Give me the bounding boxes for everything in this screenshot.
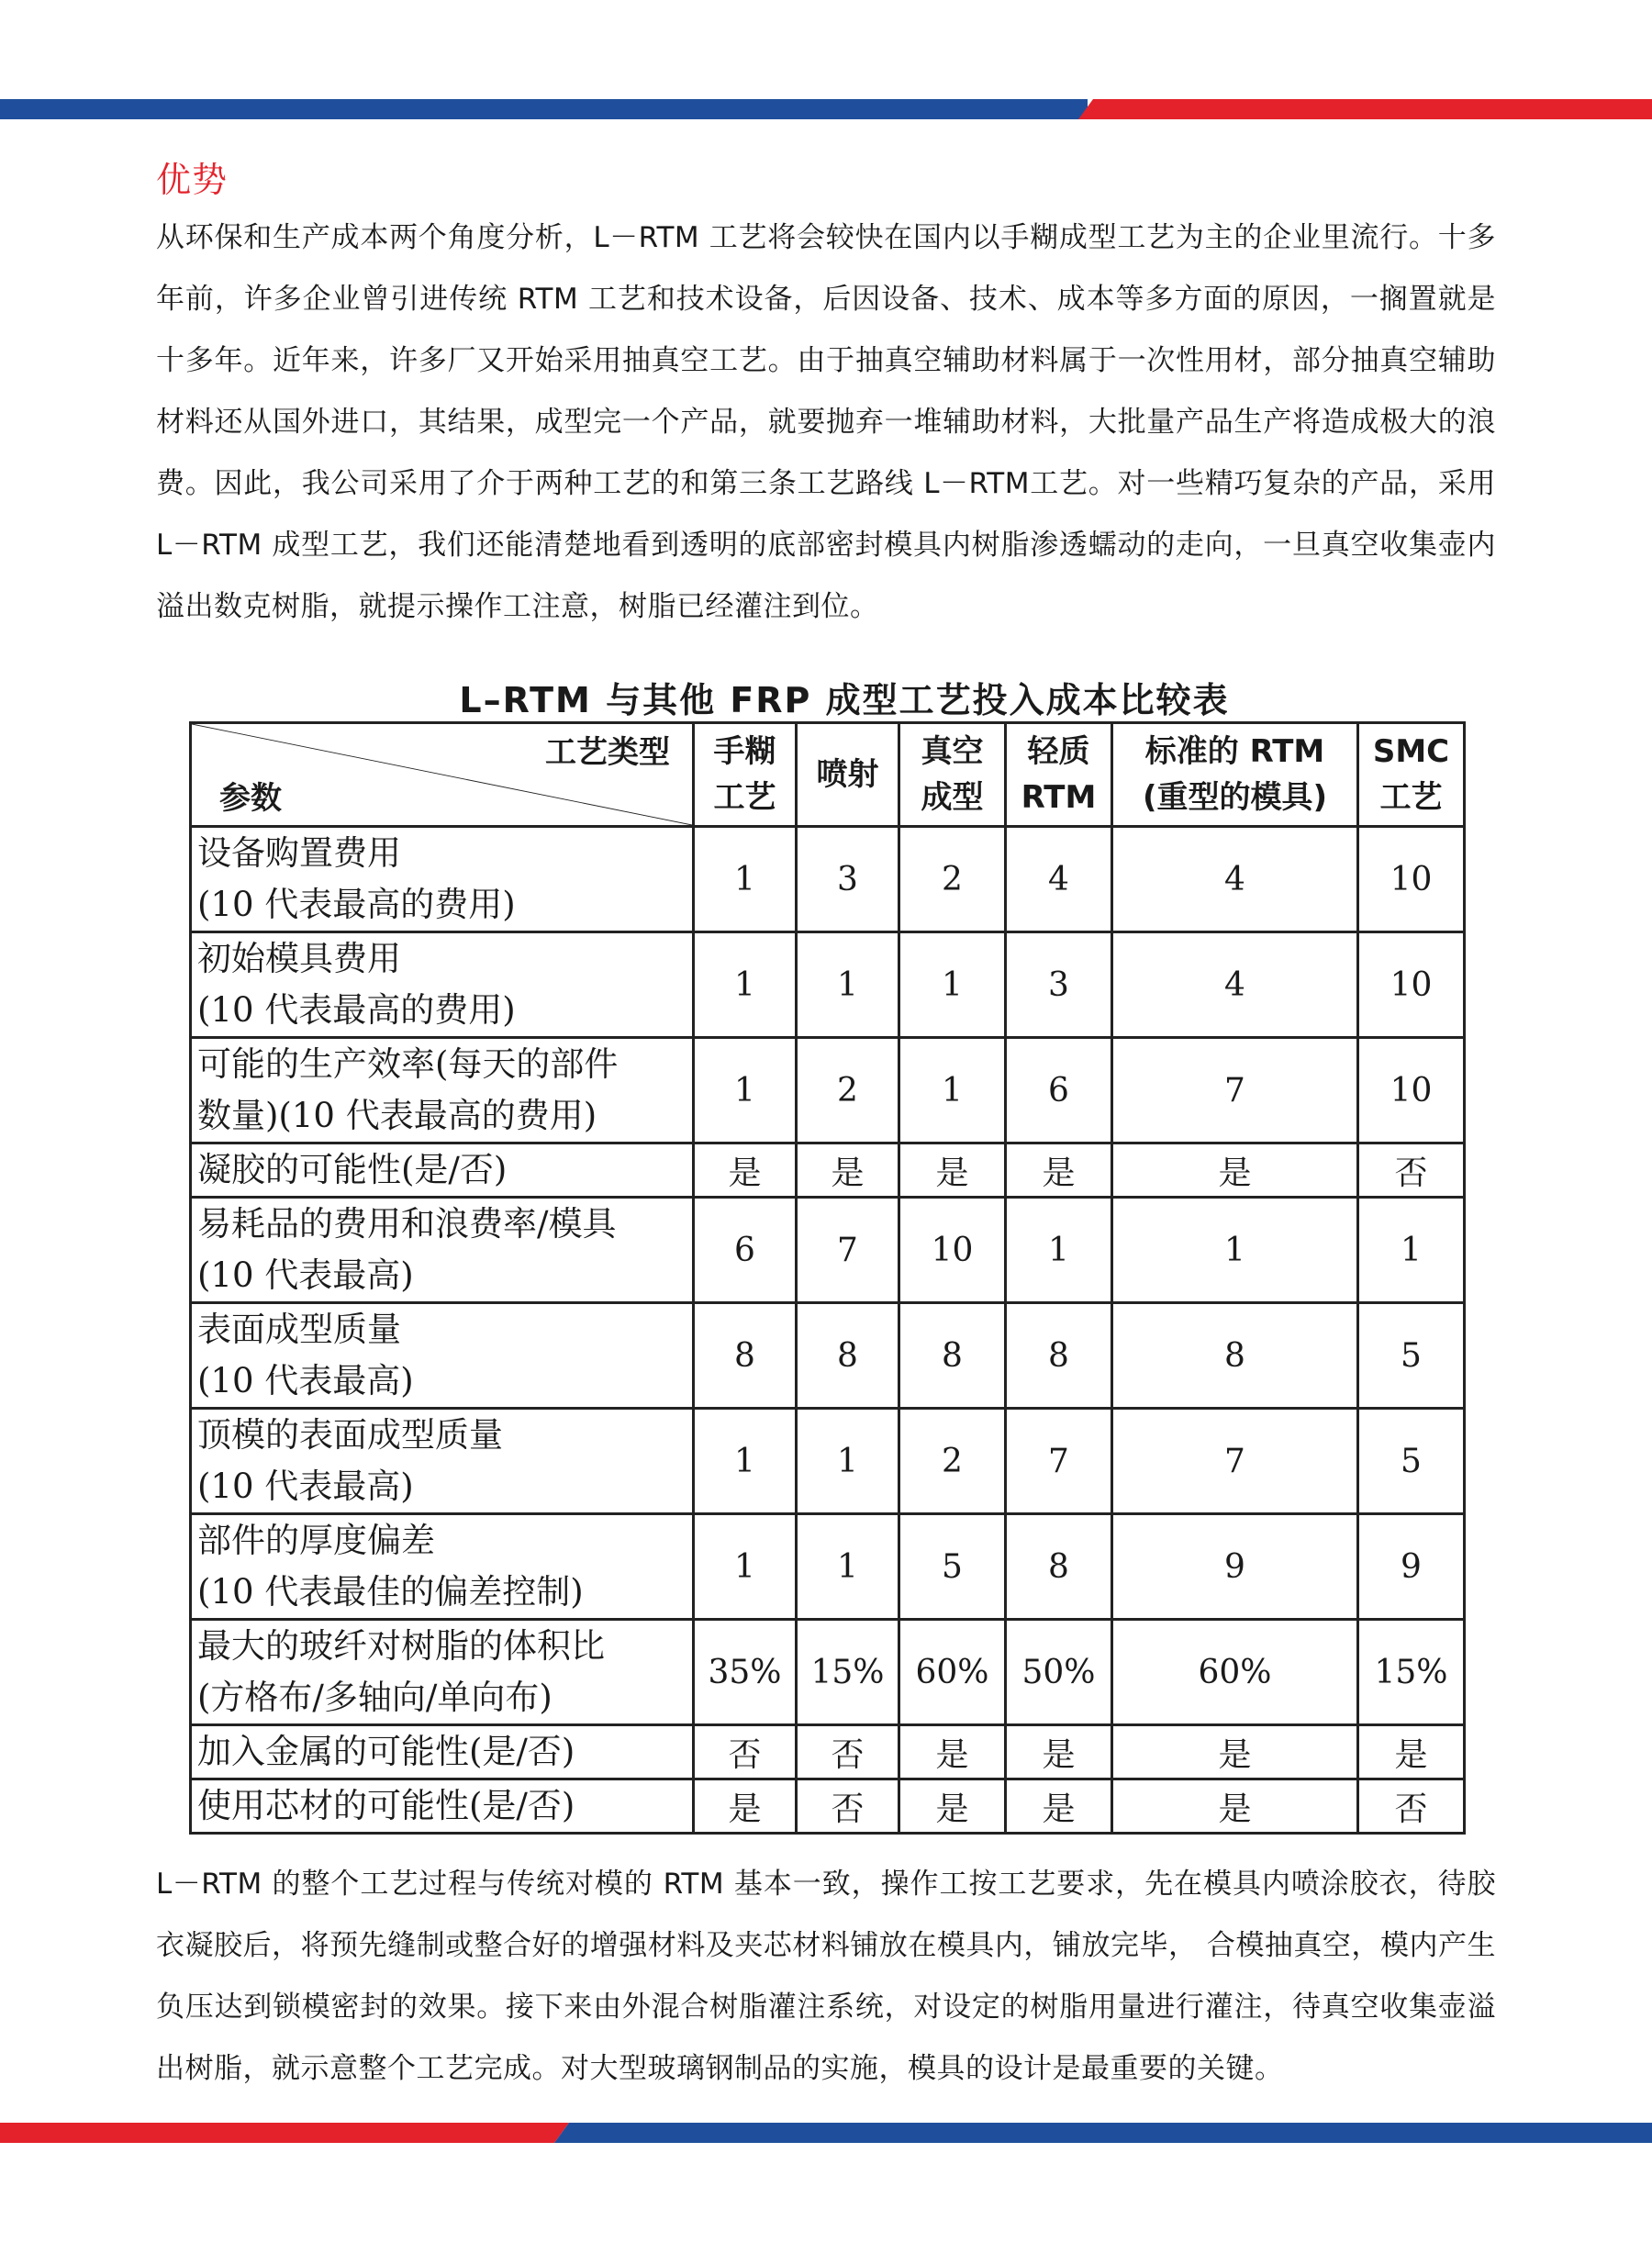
- header-vacuum: 真空 成型: [899, 723, 1006, 827]
- cell-value: 15%: [797, 1620, 899, 1725]
- row-param: 表面成型质量 (10 代表最高): [191, 1303, 694, 1409]
- row-param: 部件的厚度偏差 (10 代表最佳的偏差控制): [191, 1514, 694, 1620]
- cell-value: 否: [694, 1725, 797, 1779]
- cell-value: 4: [1112, 932, 1358, 1038]
- table-row: [191, 1038, 1465, 1143]
- cell-value: 6: [1006, 1038, 1112, 1143]
- cell-value: 7: [797, 1198, 899, 1303]
- top-color-band: [0, 99, 1652, 119]
- cell-value: 1: [1112, 1198, 1358, 1303]
- cell-value: 2: [797, 1038, 899, 1143]
- cell-value: 3: [1006, 932, 1112, 1038]
- header-process-type-label: 工艺类型: [545, 734, 670, 771]
- cell-value: 4: [1112, 827, 1358, 932]
- cell-value: 10: [1358, 932, 1465, 1038]
- cell-value: 是: [1006, 1143, 1112, 1198]
- cell-value: 否: [1358, 1143, 1465, 1198]
- cell-value: 否: [797, 1725, 899, 1779]
- cell-value: 1: [694, 827, 797, 932]
- row-param: 设备购置费用 (10 代表最高的费用): [191, 827, 694, 932]
- header-parameter-label: 参数: [219, 780, 282, 817]
- cell-value: 1: [694, 1514, 797, 1620]
- table-row: [191, 1620, 1465, 1725]
- cell-value: 8: [1006, 1303, 1112, 1409]
- cell-value: 5: [899, 1514, 1006, 1620]
- row-param: 易耗品的费用和浪费率/模具 (10 代表最高): [191, 1198, 694, 1303]
- section-heading: 优势: [156, 160, 229, 200]
- cell-value: 7: [1112, 1409, 1358, 1514]
- header-corner-cell: [191, 723, 694, 827]
- row-param: 加入金属的可能性(是/否): [191, 1725, 694, 1779]
- cell-value: 8: [797, 1303, 899, 1409]
- bottom-band-red: [0, 2123, 569, 2143]
- cell-value: 7: [1112, 1038, 1358, 1143]
- header-hand-layup: 手糊 工艺: [694, 723, 797, 827]
- cell-value: 1: [797, 1409, 899, 1514]
- table-row: [191, 827, 1465, 932]
- cell-value: 8: [1006, 1514, 1112, 1620]
- bottom-color-band: [0, 2123, 1652, 2143]
- table-row: [191, 932, 1465, 1038]
- cell-value: 8: [694, 1303, 797, 1409]
- cell-value: 1: [797, 932, 899, 1038]
- cell-value: 是: [899, 1143, 1006, 1198]
- cell-value: 50%: [1006, 1620, 1112, 1725]
- bottom-band-blue: [554, 2123, 1652, 2143]
- table-row: [191, 1303, 1465, 1409]
- table-row: [191, 1143, 1465, 1198]
- cell-value: 是: [1006, 1779, 1112, 1834]
- cell-value: 2: [899, 1409, 1006, 1514]
- cell-value: 8: [899, 1303, 1006, 1409]
- row-param: 可能的生产效率(每天的部件 数量)(10 代表最高的费用): [191, 1038, 694, 1143]
- cell-value: 9: [1358, 1514, 1465, 1620]
- header-light-rtm: 轻质 RTM: [1006, 723, 1112, 827]
- header-standard-rtm: 标准的 RTM (重型的模具): [1112, 723, 1358, 827]
- row-param: 使用芯材的可能性(是/否): [191, 1779, 694, 1834]
- table-row: [191, 1409, 1465, 1514]
- cell-value: 是: [1112, 1779, 1358, 1834]
- cell-value: 是: [694, 1779, 797, 1834]
- cell-value: 1: [1358, 1198, 1465, 1303]
- cell-value: 1: [899, 932, 1006, 1038]
- cell-value: 15%: [1358, 1620, 1465, 1725]
- cell-value: 60%: [1112, 1620, 1358, 1725]
- cell-value: 否: [1358, 1779, 1465, 1834]
- cell-value: 1: [797, 1514, 899, 1620]
- process-paragraph: L－RTM 的整个工艺过程与传统对模的 RTM 基本一致，操作工按工艺要求，先在模具内喷涂胶衣，待胶衣凝胶后，将预先缝制或整合好的增强材料及夹芯材料铺放在模具内，铺放完毕， 合模抽真空，模内产生负压达到锁模密封的效果。接下来由外混合树脂灌注系统，对设定的树脂用量进行灌注，待真空收集壶溢出树脂，就示意整个工艺完成。对大型玻璃钢制品的实施，模具的设计是最重要的关键。: [156, 1868, 1496, 2085]
- cell-value: 1: [694, 1409, 797, 1514]
- cell-value: 是: [694, 1143, 797, 1198]
- header-smc: SMC 工艺: [1358, 723, 1465, 827]
- cell-value: 8: [1112, 1303, 1358, 1409]
- intro-paragraph: 从环保和生产成本两个角度分析，L－RTM 工艺将会较快在国内以手糊成型工艺为主的企业里流行。十多年前，许多企业曾引进传统 RTM 工艺和技术设备，后因设备、技术、成本等多方面的原因，一搁置就是十多年。近年来，许多厂又开始采用抽真空工艺。由于抽真空辅助材料属于一次性用材，部分抽真空辅助材料还从国外进口，其结果，成型完一个产品，就要抛弃一堆辅助材料，大批量产品生产将造成极大的浪费。因此，我公司采用了介于两种工艺的和第三条工艺路线 L－RTM工艺。对一些精巧复杂的产品，采用 L－RTM 成型工艺，我们还能清楚地看到透明的底部密封模具内树脂渗透蠕动的走向，一旦真空收集壶内溢出数克树脂，就提示操作工注意，树脂已经灌注到位。: [156, 221, 1496, 623]
- table-row: [191, 1725, 1465, 1779]
- cell-value: 1: [1006, 1198, 1112, 1303]
- cell-value: 是: [797, 1143, 899, 1198]
- cell-value: 10: [1358, 827, 1465, 932]
- comparison-table: [189, 721, 1466, 1835]
- cell-value: 1: [694, 932, 797, 1038]
- table-row: [191, 1198, 1465, 1303]
- table-title: L–RTM 与其他 FRP 成型工艺投入成本比较表: [459, 680, 1230, 720]
- table-row: [191, 1779, 1465, 1834]
- cell-value: 6: [694, 1198, 797, 1303]
- cell-value: 9: [1112, 1514, 1358, 1620]
- cell-value: 7: [1006, 1409, 1112, 1514]
- cell-value: 10: [1358, 1038, 1465, 1143]
- cell-value: 是: [1112, 1143, 1358, 1198]
- cell-value: 4: [1006, 827, 1112, 932]
- cell-value: 是: [899, 1779, 1006, 1834]
- cell-value: 是: [1112, 1725, 1358, 1779]
- cell-value: 1: [694, 1038, 797, 1143]
- table-header-row: [191, 723, 1465, 827]
- row-param: 最大的玻纤对树脂的体积比 (方格布/多轴向/单向布): [191, 1620, 694, 1725]
- cell-value: 3: [797, 827, 899, 932]
- top-band-red: [1078, 99, 1652, 119]
- header-spray: 喷射: [797, 723, 899, 827]
- cell-value: 否: [797, 1779, 899, 1834]
- row-param: 初始模具费用 (10 代表最高的费用): [191, 932, 694, 1038]
- cell-value: 是: [899, 1725, 1006, 1779]
- cell-value: 2: [899, 827, 1006, 932]
- cell-value: 5: [1358, 1303, 1465, 1409]
- top-band-blue: [0, 99, 1088, 119]
- row-param: 顶模的表面成型质量 (10 代表最高): [191, 1409, 694, 1514]
- cell-value: 1: [899, 1038, 1006, 1143]
- cell-value: 5: [1358, 1409, 1465, 1514]
- cell-value: 35%: [694, 1620, 797, 1725]
- table-row: [191, 1514, 1465, 1620]
- cell-value: 是: [1006, 1725, 1112, 1779]
- cell-value: 是: [1358, 1725, 1465, 1779]
- cell-value: 60%: [899, 1620, 1006, 1725]
- row-param: 凝胶的可能性(是/否): [191, 1143, 694, 1198]
- cell-value: 10: [899, 1198, 1006, 1303]
